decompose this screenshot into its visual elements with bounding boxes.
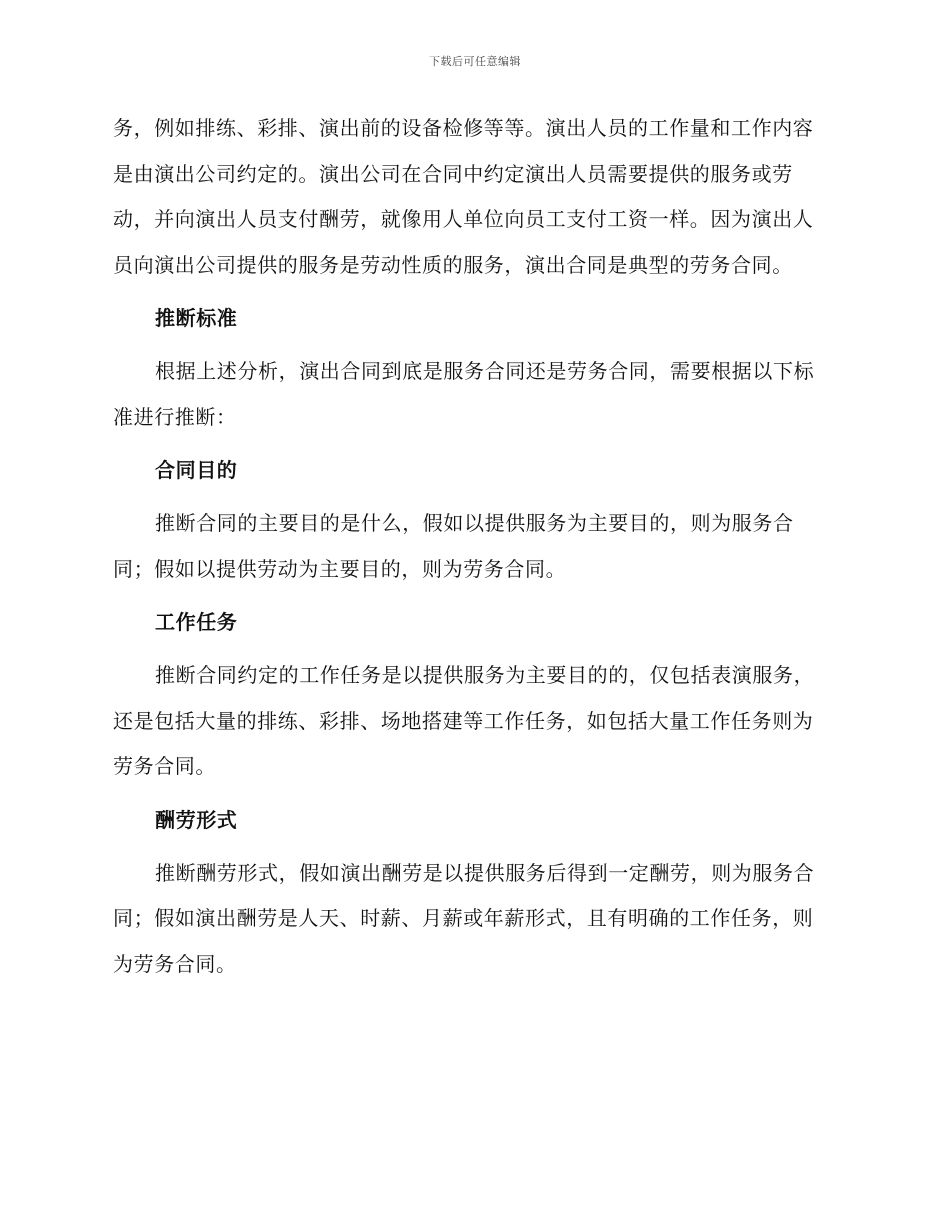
section-heading-judgment-standard: 推断标准 <box>155 306 238 330</box>
paragraph-continuation: 务，例如排练、彩排、演出前的设备检修等等。演出人员的工作量和工作内容是由演出公司约定的。演出公司在合同中约定演出人员需要提供的服务或劳动，并向演出人员支付酬劳，就像用人单位向员工支付工资一样。因为演出人员向演出公司提供的服务是劳动性质的服务，演出合同是典型的劳务合同。 <box>113 116 814 277</box>
section-heading-work-tasks: 工作任务 <box>155 610 238 634</box>
paragraph-contract-purpose: 推断合同的主要目的是什么，假如以提供服务为主要目的，则为服务合同；假如以提供劳动为主要目的，则为劳务合同。 <box>113 511 794 581</box>
document-body <box>113 106 833 995</box>
page-header: 下载后可任意编辑 <box>429 55 521 68</box>
section-heading-remuneration-form: 酬劳形式 <box>155 807 238 832</box>
section-heading-contract-purpose: 合同目的 <box>155 458 238 482</box>
paragraph-work-tasks: 推断合同约定的工作任务是以提供服务为主要目的的，仅包括表演服务，还是包括大量的排练、彩排、场地搭建等工作任务，如包括大量工作任务则为劳务合同。 <box>113 663 815 778</box>
paragraph-remuneration-form: 推断酬劳形式，假如演出酬劳是以提供服务后得到一定酬劳，则为服务合同；假如演出酬劳是人天、时薪、月薪或年薪形式，且有明确的工作任务，则为劳务合同。 <box>113 860 815 976</box>
paragraph-standard-intro: 根据上述分析，演出合同到底是服务合同还是劳务合同，需要根据以下标准进行推断： <box>113 359 815 429</box>
